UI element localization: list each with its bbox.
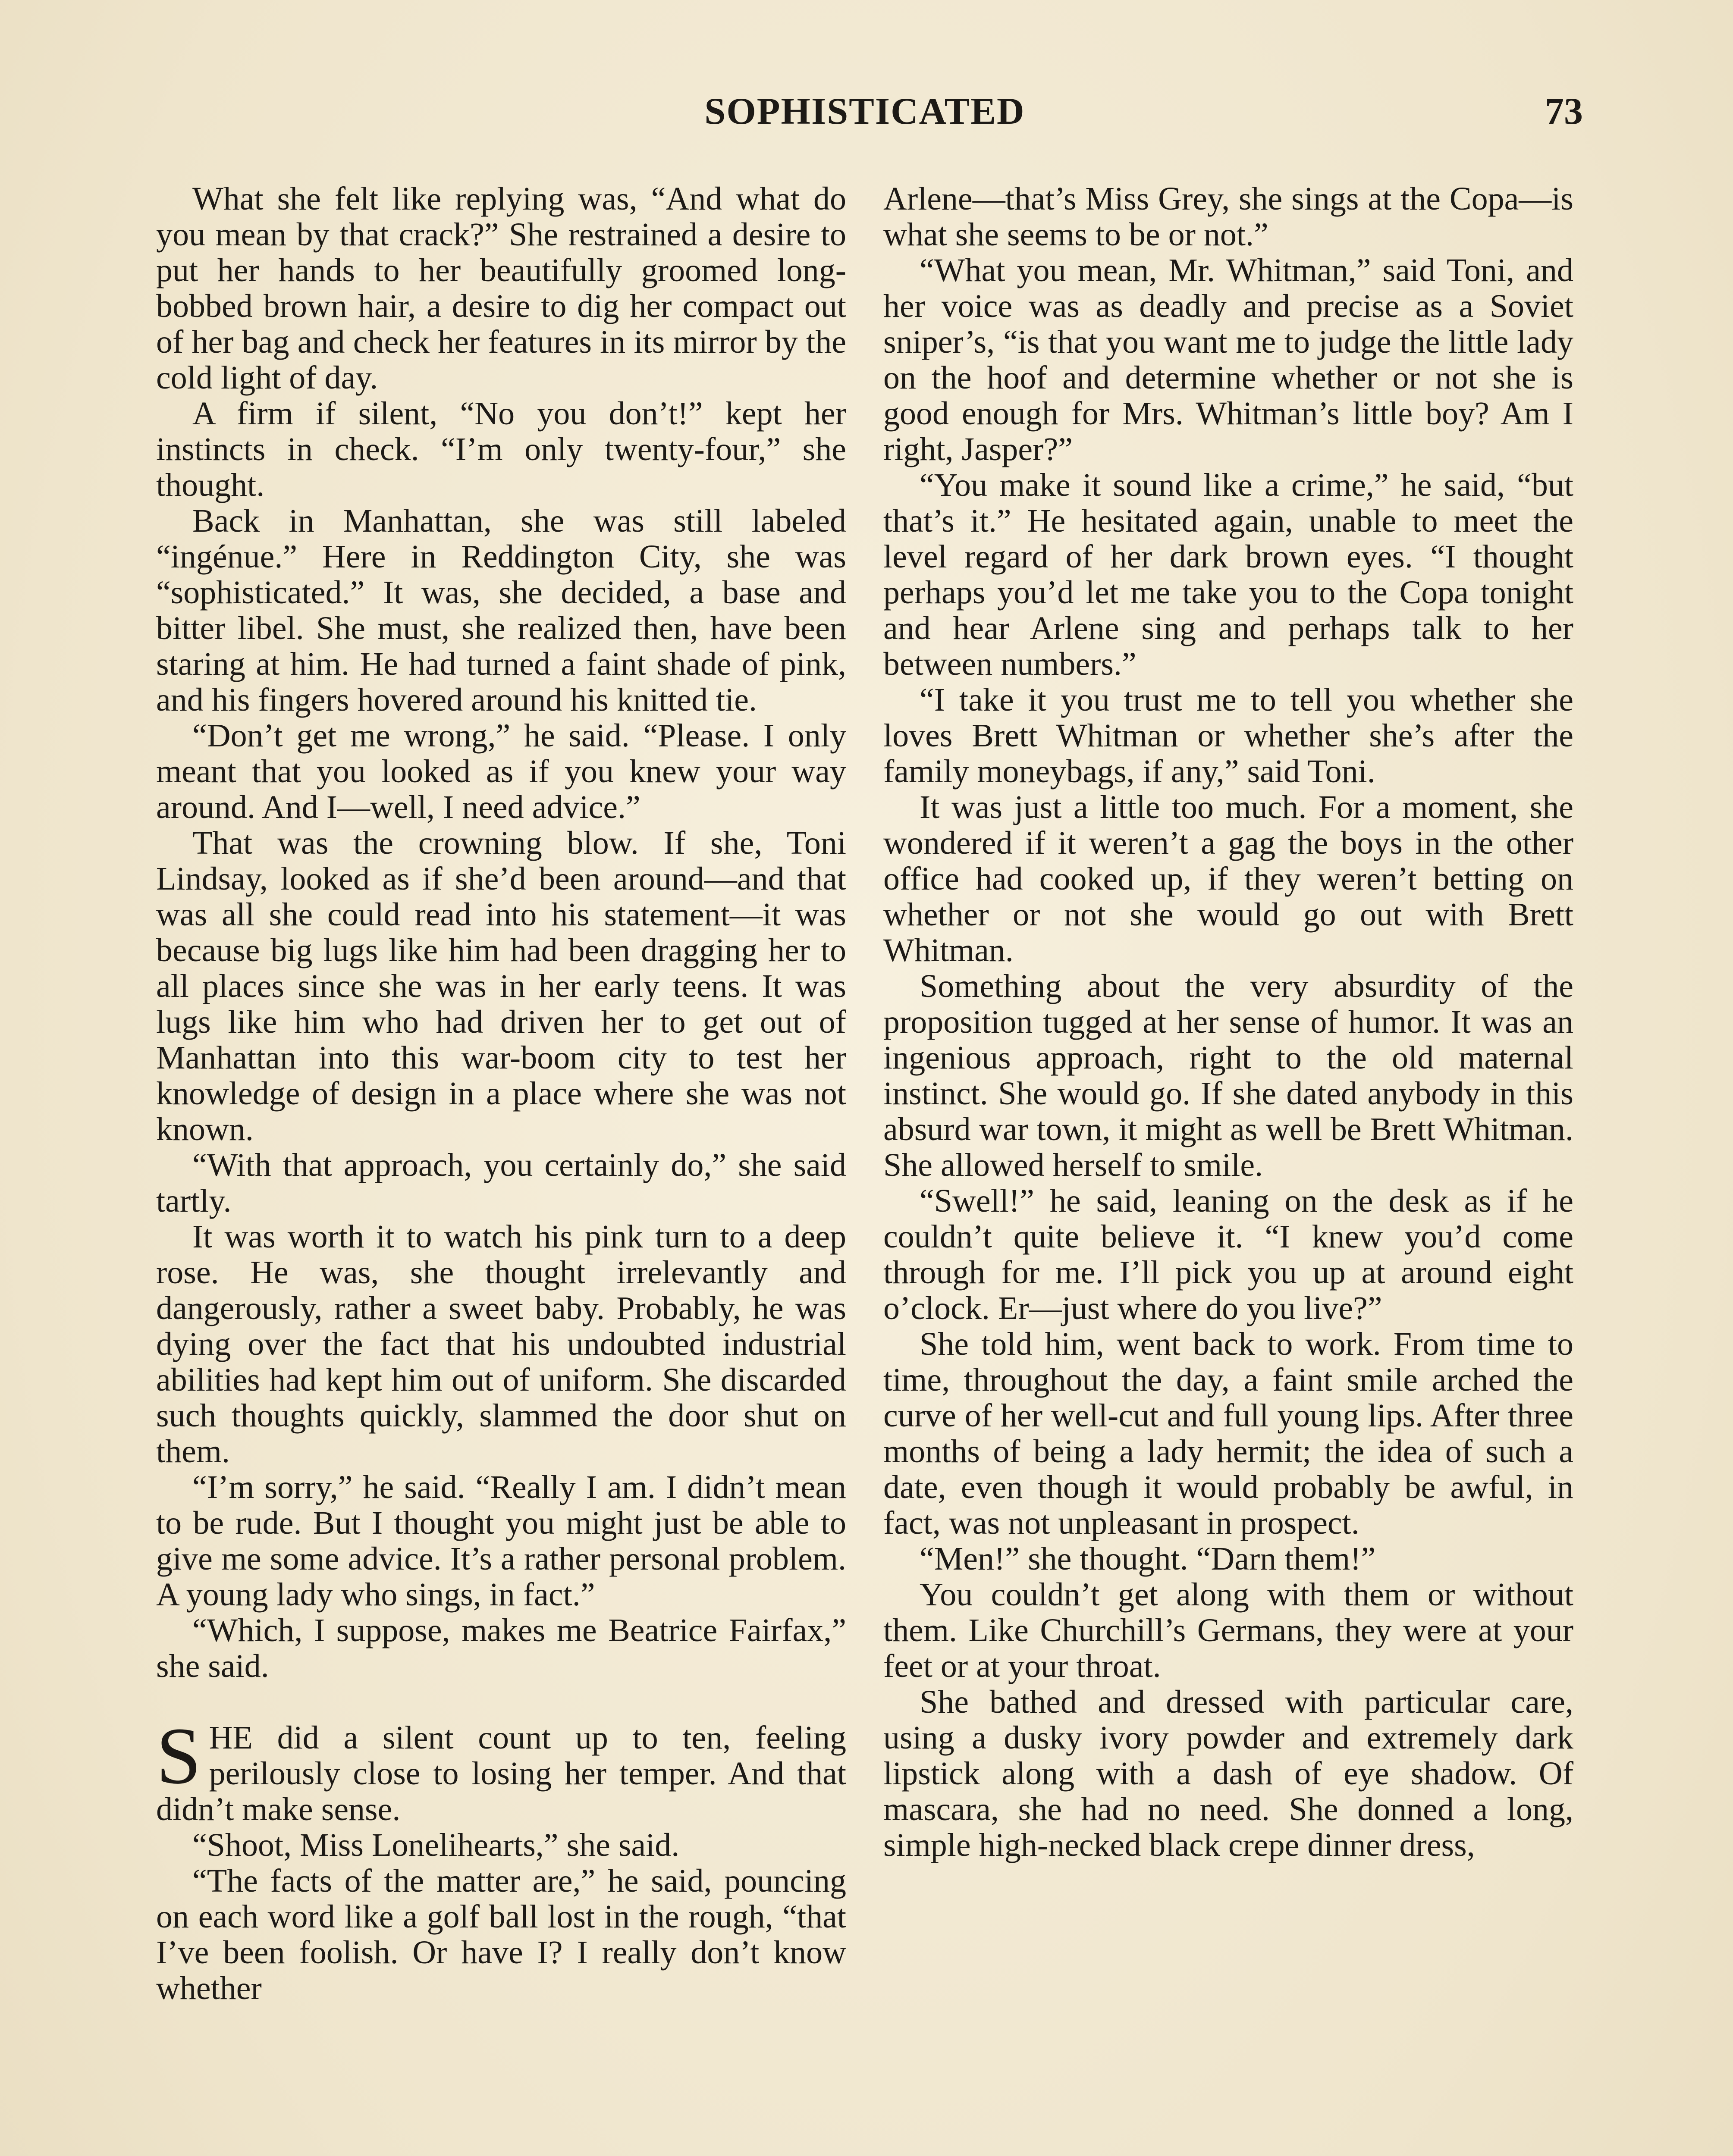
paragraph: You couldn’t get along with them or without them. Like Churchill’s Germans, they were at your feet or at your throat. bbox=[883, 1576, 1573, 1684]
paragraph: A firm if silent, “No you don’t!” kept her instincts in check. “I’m only twenty-four,” she thought. bbox=[156, 395, 846, 503]
paragraph: Something about the very absurdity of the proposition tugged at her sense of humor. It was an ingenious approach, right to the old maternal instinct. She would go. If she dated anybody in this absurd war town, it might as well be Brett Whitman. She allowed herself to smile. bbox=[883, 968, 1573, 1183]
running-title: SOPHISTICATED bbox=[704, 91, 1025, 132]
paragraph: “What you mean, Mr. Whitman,” said Toni, and her voice was as deadly and precise as a Soviet sniper’s, “is that you want me to judge the little lady on the hoof and determine whether or not she is good enough for Mrs. Whitman’s little boy? Am I right, Jasper?” bbox=[883, 252, 1573, 467]
right-column bbox=[883, 181, 1573, 1863]
page-header bbox=[147, 90, 1583, 150]
paragraph-continued: Arlene—that’s Miss Grey, she sings at the Copa—is what she seems to be or not.” bbox=[883, 181, 1573, 253]
paragraph: “I’m sorry,” he said. “Really I am. I didn’t mean to be rude. But I thought you might just be able to give me some advice. It’s a rather personal problem. A young lady who sings, in fact.” bbox=[156, 1469, 846, 1613]
paragraph: “I take it you trust me to tell you whether she loves Brett Whitman or whether she’s after the family moneybags, if any,” said Toni. bbox=[883, 682, 1573, 790]
left-column bbox=[156, 181, 846, 2006]
paragraph: “Shoot, Miss Lonelihearts,” she said. bbox=[192, 1827, 680, 1863]
dropcap-paragraph bbox=[156, 1711, 846, 1827]
paragraph: It was just a little too much. For a moment, she wondered if it weren’t a gag the boys in the other office had cooked up, if they weren’t betting on whether or not she would go out with Brett Whitman. bbox=[883, 789, 1573, 968]
page-number: 73 bbox=[1545, 91, 1583, 132]
paragraph: What she felt like replying was, “And what do you mean by that crack?” She restrained a desire to put her hands to her beautifully groomed long-bobbed brown hair, a desire to dig her compact out of her bag and check her features in its mirror by the cold light of day. bbox=[156, 181, 846, 396]
paragraph: She told him, went back to work. From time to time, throughout the day, a faint smile arched the curve of her well-cut and full young lips. After three months of being a lady hermit; the idea of such a date, even though it would probably be awful, in fact, was not unpleasant in prospect. bbox=[883, 1326, 1573, 1541]
paragraph: That was the crowning blow. If she, Toni Lindsay, looked as if she’d been around—and that was all she could read into his statement—it was because big lugs like him had been dragging her to all places since she was in her early teens. It was lugs like him who had driven her to get out of Manhattan into this war-boom city to test her knowledge of design in a place where she was not known. bbox=[156, 825, 846, 1147]
dropcap-letter: S bbox=[156, 1711, 201, 1801]
paragraph: “Don’t get me wrong,” he said. “Please. I only meant that you looked as if you knew your way around. And I—well, I need advice.” bbox=[156, 718, 846, 825]
paragraph: “Men!” she thought. “Darn them!” bbox=[920, 1541, 1376, 1577]
paragraph: It was worth it to watch his pink turn to a deep rose. He was, she thought irrelevantly and dangerously, rather a sweet baby. Probably, he was dying over the fact that his undoubted industrial abilities had kept him out of uniform. She discarded such thoughts quickly, slammed the door shut on them. bbox=[156, 1219, 846, 1470]
paragraph: “You make it sound like a crime,” he said, “but that’s it.” He hesitated again, unable to meet the level regard of her dark brown eyes. “I thought perhaps you’d let me take you to the Copa tonight and hear Arlene sing and perhaps talk to her between numbers.” bbox=[883, 467, 1573, 682]
paragraph: “With that approach, you certainly do,” she said tartly. bbox=[156, 1147, 846, 1219]
dropcap-text: HE did a silent count up to ten, feeling perilously close to losing her temper. And that didn’t make sense. bbox=[156, 1720, 846, 1827]
paragraph: “Swell!” he said, leaning on the desk as if he couldn’t quite believe it. “I knew you’d come through for me. I’ll pick you up at around eight o’clock. Er—just where do you live?” bbox=[883, 1183, 1573, 1326]
paragraph: She bathed and dressed with particular care, using a dusky ivory powder and extremely dark lipstick along with a dash of eye shadow. Of mascara, she had no need. She donned a long, simple high-necked black crepe dinner dress, bbox=[883, 1684, 1573, 1863]
paragraph: “Which, I suppose, makes me Beatrice Fairfax,” she said. bbox=[156, 1612, 846, 1684]
paragraph: Back in Manhattan, she was still labeled “ingénue.” Here in Reddington City, she was “sophisticated.” It was, she decided, a base and bitter libel. She must, she realized then, have been staring at him. He had turned a faint shade of pink, and his fingers hovered around his knitted tie. bbox=[156, 503, 846, 718]
paragraph: “The facts of the matter are,” he said, pouncing on each word like a golf ball lost in the rough, “that I’ve been foolish. Or have I? I really don’t know whether bbox=[156, 1863, 846, 2006]
